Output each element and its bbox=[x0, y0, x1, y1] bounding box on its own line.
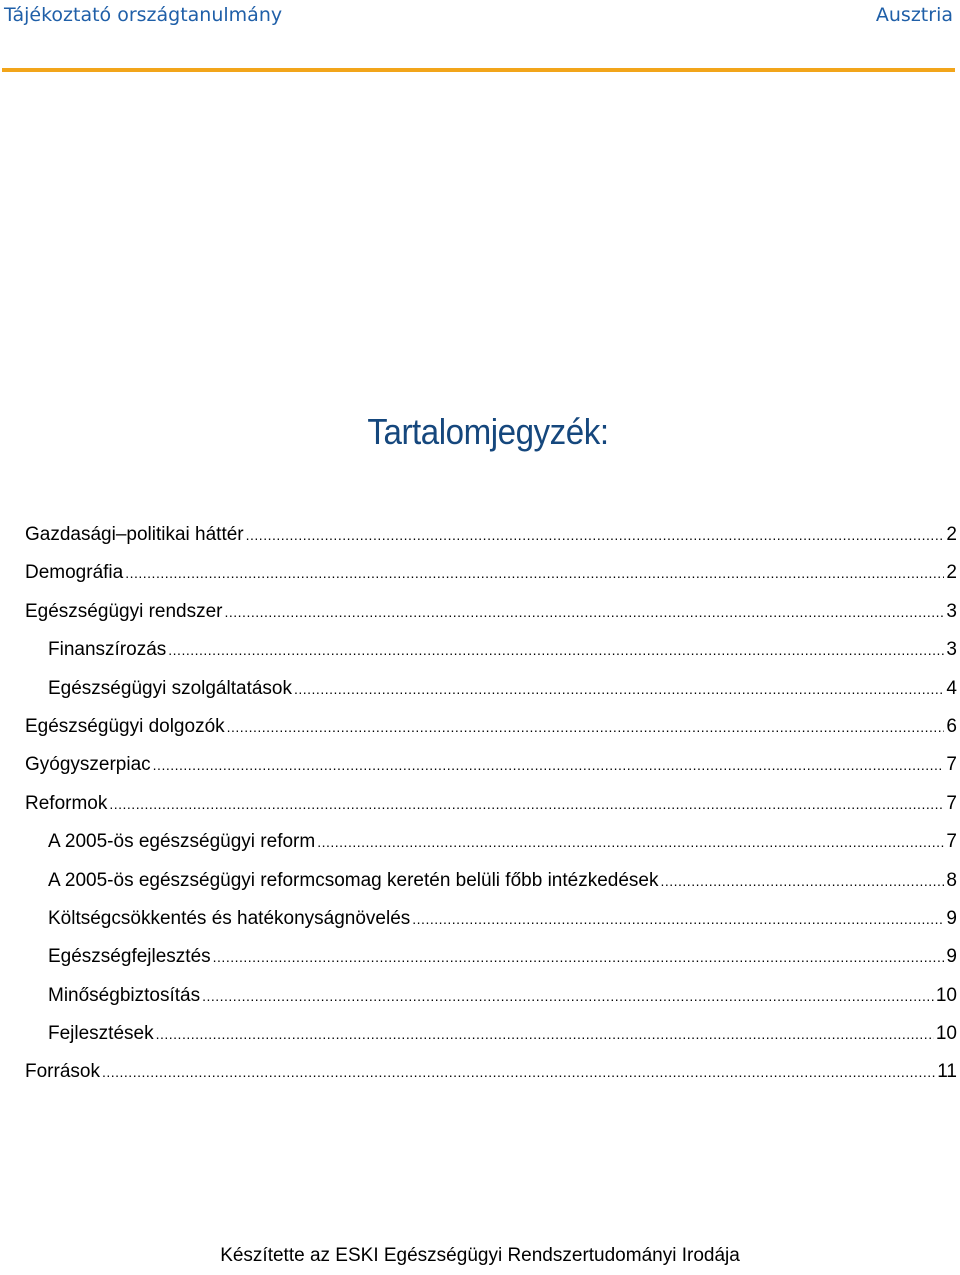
toc-dot-leader bbox=[294, 670, 944, 708]
document-type-label: Tájékoztató országtanulmány bbox=[4, 4, 283, 26]
toc-entry-page-number: 8 bbox=[946, 869, 957, 891]
toc-entry-label: A 2005-ös egészségügyi reform bbox=[48, 831, 316, 853]
toc-entry-label: Gyógyszerpiac bbox=[25, 754, 151, 776]
toc-entry-page-number: 2 bbox=[946, 524, 957, 545]
toc-entry[interactable] bbox=[0, 976, 960, 1014]
toc-entry-page-number: 7 bbox=[946, 831, 957, 853]
toc-entry[interactable] bbox=[0, 899, 960, 937]
toc-entry-label: Költségcsökkentés és hatékonyságnövelés bbox=[48, 907, 411, 929]
toc-entry-label: Finanszírozás bbox=[48, 639, 167, 661]
toc-dot-leader bbox=[227, 708, 945, 746]
toc-entry-page-number: 3 bbox=[946, 639, 957, 661]
toc-entry-page-number: 10 bbox=[935, 984, 957, 1006]
toc-entry[interactable] bbox=[0, 937, 960, 975]
toc-dot-leader bbox=[412, 900, 944, 938]
toc-dot-leader bbox=[168, 631, 944, 669]
toc-entry-label: Egészségfejlesztés bbox=[48, 946, 211, 968]
toc-dot-leader bbox=[246, 516, 945, 554]
page-header bbox=[0, 0, 960, 75]
toc-entry[interactable] bbox=[0, 784, 960, 822]
toc-entry[interactable] bbox=[0, 515, 960, 553]
toc-entry[interactable] bbox=[0, 861, 960, 899]
toc-dot-leader bbox=[125, 554, 944, 592]
toc-dot-leader bbox=[109, 785, 944, 823]
toc-entry-label: Egészségügyi dolgozók bbox=[25, 715, 225, 737]
toc-entry[interactable] bbox=[0, 745, 960, 783]
toc-dot-leader bbox=[153, 746, 945, 784]
toc-entry-page-number: 7 bbox=[946, 792, 957, 814]
toc-entry-label: Egészségügyi rendszer bbox=[25, 600, 223, 622]
toc-entry-label: Demográfia bbox=[25, 562, 124, 584]
toc-entry-label: A 2005-ös egészségügyi reformcsomag keretén belüli főbb intézkedések bbox=[48, 869, 659, 891]
toc-title: Tartalomjegyzék: bbox=[367, 411, 609, 452]
toc-entry[interactable] bbox=[0, 1052, 960, 1090]
toc-dot-leader bbox=[660, 862, 944, 900]
toc-entry-page-number: 3 bbox=[946, 600, 957, 622]
toc-entry-page-number: 9 bbox=[946, 946, 957, 968]
toc-entry-page-number: 10 bbox=[935, 1023, 957, 1045]
toc-dot-leader bbox=[102, 1053, 935, 1091]
toc-entry-page-number: 2 bbox=[946, 562, 957, 584]
toc-entry-page-number: 4 bbox=[946, 677, 957, 699]
header-divider bbox=[2, 68, 955, 72]
toc-entry-label: Egészségügyi szolgáltatások bbox=[48, 677, 292, 699]
toc-entry[interactable] bbox=[0, 1014, 960, 1052]
toc-dot-leader bbox=[213, 938, 945, 976]
toc-entry[interactable] bbox=[0, 707, 960, 745]
toc-entry[interactable] bbox=[0, 553, 960, 591]
toc-entry-page-number: 6 bbox=[946, 715, 957, 737]
toc-entry-label: Reformok bbox=[25, 792, 108, 814]
toc-entry[interactable] bbox=[0, 822, 960, 860]
country-label: Ausztria bbox=[875, 4, 953, 26]
toc-dot-leader bbox=[156, 1015, 934, 1053]
page-footer: Készítette az ESKI Egészségügyi Rendszertudományi Irodája bbox=[220, 1245, 740, 1266]
toc-dot-leader bbox=[202, 977, 934, 1015]
toc-entry-label: Minőségbiztosítás bbox=[48, 984, 201, 1006]
toc-entry-page-number: 7 bbox=[946, 754, 957, 776]
toc-entry[interactable] bbox=[0, 669, 960, 707]
toc-dot-leader bbox=[225, 593, 945, 631]
toc-entry[interactable] bbox=[0, 592, 960, 630]
toc-entry-label: Gazdasági–politikai háttér bbox=[25, 524, 244, 545]
toc-dot-leader bbox=[317, 823, 944, 861]
toc-entry-label: Fejlesztések bbox=[48, 1023, 154, 1045]
toc-entry-label: Források bbox=[25, 1061, 100, 1083]
toc-entry-page-number: 9 bbox=[946, 907, 957, 929]
toc-entry-page-number: 11 bbox=[937, 1061, 957, 1083]
toc-entry[interactable] bbox=[0, 630, 960, 668]
table-of-contents bbox=[0, 515, 960, 1091]
